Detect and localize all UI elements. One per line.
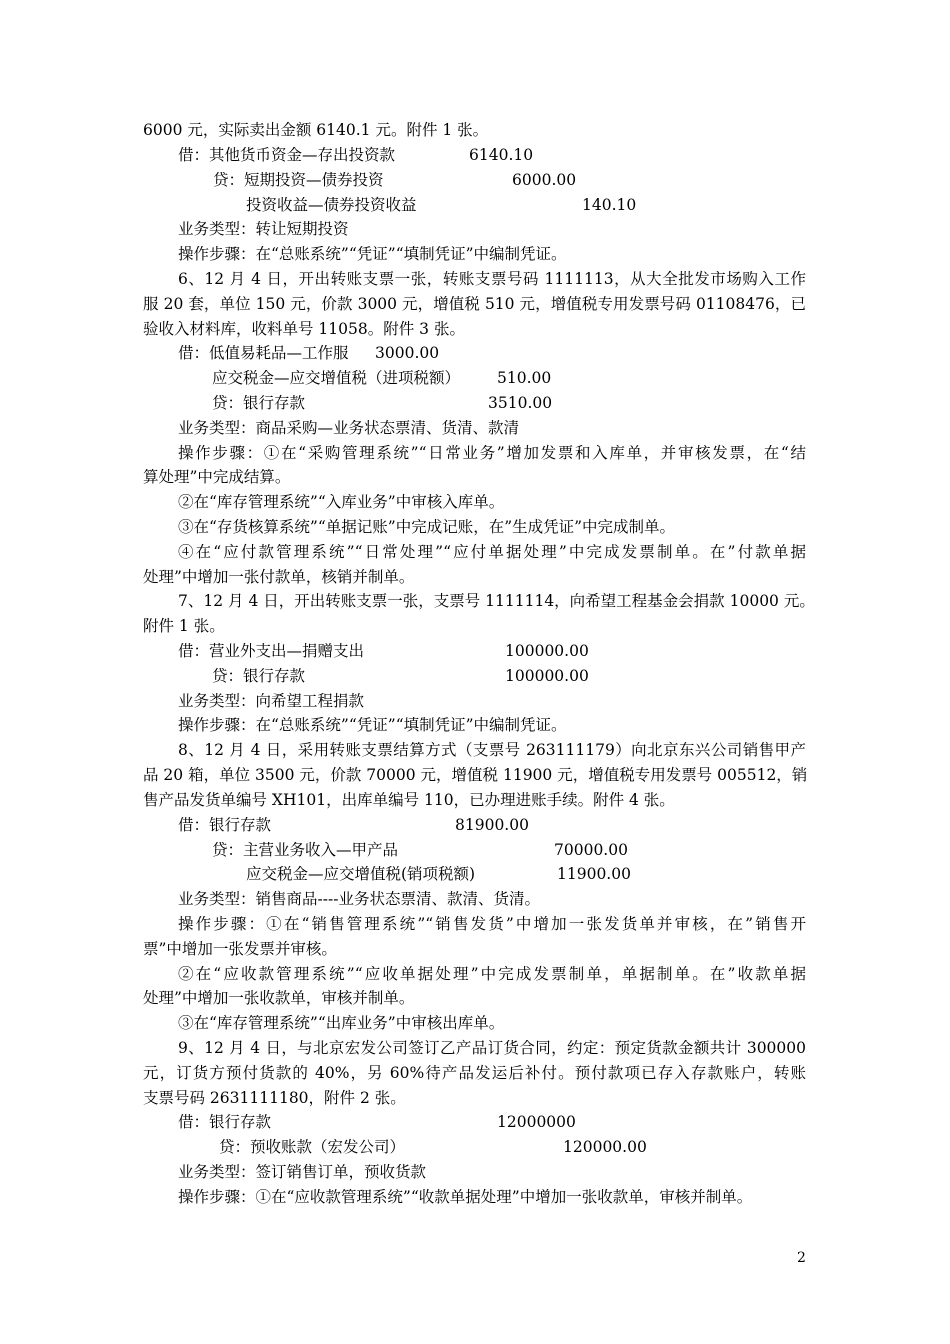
operation-steps-line: 操作步骤：①在“采购管理系统”“日常业务”增加发票和入库单，并审核发票，在“结 bbox=[178, 444, 806, 462]
text-line: ③在“库存管理系统”“出库业务”中审核出库单。 bbox=[178, 1014, 505, 1032]
journal-amount: 100000.00 bbox=[505, 667, 589, 685]
text-line: 处理”中增加一张付款单，核销并制单。 bbox=[143, 568, 415, 586]
text-line: 处理”中增加一张收款单，审核并制单。 bbox=[143, 989, 415, 1007]
journal-amount: 3000.00 bbox=[375, 344, 440, 362]
text-line: 品 20 箱，单位 3500 元，价款 70000 元，增值税 11900 元，增值税专用发票号 005512，销 bbox=[143, 766, 808, 784]
journal-amount: 70000.00 bbox=[554, 841, 628, 859]
journal-amount: 120000.00 bbox=[563, 1138, 647, 1156]
text-line: 6000 元，实际卖出金额 6140.1 元。附件 1 张。 bbox=[143, 121, 489, 139]
business-type-line: 业务类型：销售商品----业务状态票清、款清、货清。 bbox=[178, 890, 540, 908]
operation-steps-line: 操作步骤：在“总账系统”“凭证”“填制凭证”中编制凭证。 bbox=[178, 716, 567, 734]
text-line: 售产品发货单编号 XH101，出库单编号 110，已办理进账手续。附件 4 张。 bbox=[143, 791, 675, 809]
text-line: ③在“存货核算系统”“单据记账”中完成记账，在”生成凭证”中完成制单。 bbox=[178, 518, 676, 536]
text-line: 票”中增加一张发票并审核。 bbox=[143, 940, 337, 958]
journal-credit-line: 投资收益—债券投资收益 bbox=[246, 196, 417, 214]
journal-debit-line: 借：其他货币资金—存出投资款 bbox=[178, 146, 396, 164]
business-type-line: 业务类型：签订销售订单，预收货款 bbox=[178, 1163, 427, 1181]
text-line: 服 20 套，单位 150 元，价款 3000 元，增值税 510 元，增值税专用发票号码 01108476，已 bbox=[143, 295, 806, 313]
journal-credit-line: 贷：银行存款 bbox=[212, 394, 306, 412]
text-line: 支票号码 2631111180，附件 2 张。 bbox=[143, 1089, 406, 1107]
journal-amount: 510.00 bbox=[497, 369, 552, 387]
text-line: 6、12 月 4 日，开出转账支票一张，转账支票号码 1111113，从大全批发市场购入工作 bbox=[178, 270, 806, 288]
journal-credit-line: 贷：短期投资—债券投资 bbox=[213, 171, 384, 189]
journal-debit-line: 借：银行存款 bbox=[178, 816, 272, 834]
business-type-line: 业务类型：转让短期投资 bbox=[178, 220, 349, 238]
journal-amount: 140.10 bbox=[582, 196, 637, 214]
text-line: 8、12 月 4 日，采用转账支票结算方式（支票号 263111179）向北京东兴公司销售甲产 bbox=[178, 741, 806, 759]
journal-debit-line: 借：营业外支出—捐赠支出 bbox=[178, 642, 365, 660]
journal-amount: 6000.00 bbox=[512, 171, 577, 189]
text-line: 验收入材料库，收料单号 11058。附件 3 张。 bbox=[143, 320, 465, 338]
journal-credit-line: 贷：银行存款 bbox=[212, 667, 306, 685]
journal-credit-line: 应交税金—应交增值税(销项税额) bbox=[246, 865, 476, 883]
journal-amount: 3510.00 bbox=[488, 394, 553, 412]
journal-debit-line: 借：银行存款 bbox=[178, 1113, 272, 1131]
journal-debit-line: 借：低值易耗品—工作服 bbox=[178, 344, 349, 362]
journal-credit-line: 贷：预收账款（宏发公司） bbox=[219, 1138, 406, 1156]
text-line: ②在“应收款管理系统”“应收单据处理”中完成发票制单，单据制单。在”收款单据 bbox=[178, 965, 806, 983]
journal-amount: 11900.00 bbox=[557, 865, 631, 883]
text-line: 7、12 月 4 日，开出转账支票一张，支票号 1111114，向希望工程基金会捐款 10000 元。 bbox=[178, 592, 815, 610]
text-line: 附件 1 张。 bbox=[143, 617, 225, 635]
text-line: 9、12 月 4 日，与北京宏发公司签订乙产品订货合同，约定：预定货款金额共计 300000 bbox=[178, 1039, 806, 1057]
text-line: ④在“应付款管理系统”“日常处理”“应付单据处理”中完成发票制单。在”付款单据 bbox=[178, 543, 806, 561]
page-number: 2 bbox=[797, 1250, 806, 1266]
text-line: ②在“库存管理系统”“入库业务”中审核入库单。 bbox=[178, 493, 505, 511]
business-type-line: 业务类型：向希望工程捐款 bbox=[178, 692, 365, 710]
journal-amount: 6140.10 bbox=[469, 146, 534, 164]
journal-credit-line: 贷：主营业务收入—甲产品 bbox=[212, 841, 399, 859]
operation-steps-line: 操作步骤：在“总账系统”“凭证”“填制凭证”中编制凭证。 bbox=[178, 245, 567, 263]
journal-debit-line: 应交税金—应交增值税（进项税额） bbox=[212, 369, 461, 387]
business-type-line: 业务类型：商品采购—业务状态票清、货清、款清 bbox=[178, 419, 520, 437]
text-line: 算处理”中完成结算。 bbox=[143, 468, 291, 486]
operation-steps-line: 操作步骤：①在“应收款管理系统”“收款单据处理”中增加一张收款单，审核并制单。 bbox=[178, 1188, 753, 1206]
operation-steps-line: 操作步骤：①在“销售管理系统”“销售发货”中增加一张发货单并审核，在”销售开 bbox=[178, 915, 806, 933]
journal-amount: 100000.00 bbox=[505, 642, 589, 660]
journal-amount: 81900.00 bbox=[455, 816, 529, 834]
text-line: 元，订货方预付货款的 40%，另 60%待产品发运后补付。预付款项已存入存款账户，转账 bbox=[143, 1064, 806, 1082]
journal-amount: 12000000 bbox=[497, 1113, 576, 1131]
